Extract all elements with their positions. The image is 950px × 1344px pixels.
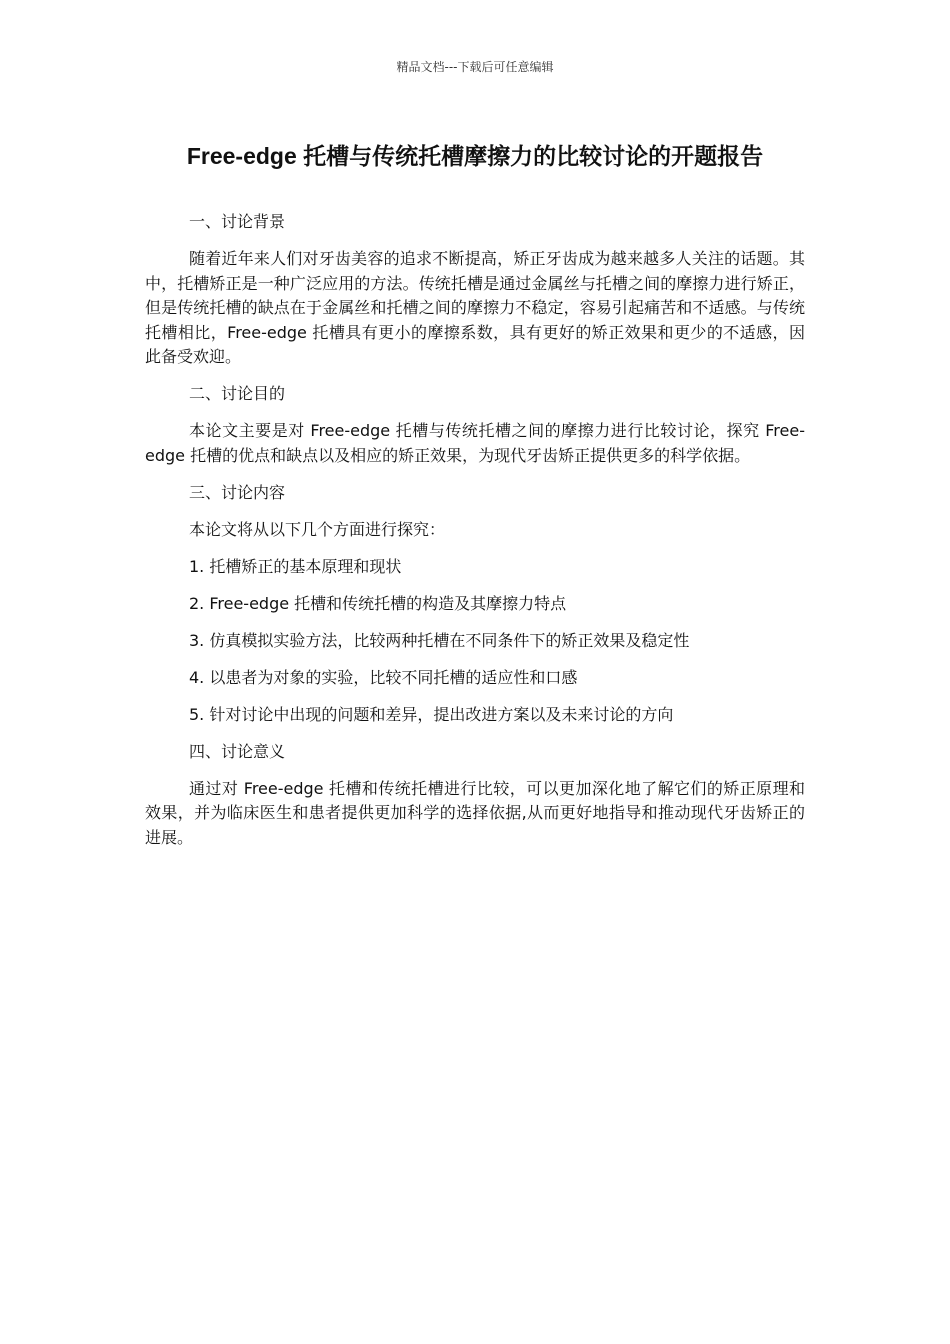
section-heading-purpose: 二、讨论目的 (189, 384, 286, 403)
section-heading-background: 一、讨论背景 (189, 212, 286, 231)
list-item: 5. 针对讨论中出现的问题和差异，提出改进方案以及未来讨论的方向 (189, 704, 674, 724)
paragraph-significance: 通过对 Free-edge 托槽和传统托槽进行比较，可以更加深化地了解它们的矫正原理和效果，并为临床医生和患者提供更加科学的选择依据,从而更好地指导和推动现代牙齿矫正的进展。 (145, 778, 805, 847)
section-heading-significance: 四、讨论意义 (189, 741, 286, 761)
paragraph-content-intro: 本论文将从以下几个方面进行探究： (189, 519, 446, 539)
document-title: Free-edge 托槽与传统托槽摩擦力的比较讨论的开题报告 (186, 143, 764, 169)
paragraph-purpose: 本论文主要是对 Free-edge 托槽与传统托槽之间的摩擦力进行比较讨论，探究 Free-edge 托槽的优点和缺点以及相应的矫正效果，为现代牙齿矫正提供更多的科学依据。 (145, 421, 805, 465)
page-header: 精品文档---下载后可任意编辑 (396, 60, 554, 74)
list-item: 2. Free-edge 托槽和传统托槽的构造及其摩擦力特点 (189, 593, 567, 613)
list-item: 1. 托槽矫正的基本原理和现状 (189, 556, 402, 576)
document-body (145, 210, 805, 863)
paragraph-background: 随着近年来人们对牙齿美容的追求不断提高，矫正牙齿成为越来越多人关注的话题。其中，托槽矫正是一种广泛应用的方法。传统托槽是通过金属丝与托槽之间的摩擦力进行矫正，但是传统托槽的缺点在于金属丝和托槽之间的摩擦力不稳定，容易引起痛苦和不适感。与传统托槽相比，Free-edge 托槽具有更小的摩擦系数，具有更好的矫正效果和更少的不适感，因此备受欢迎。 (145, 249, 805, 366)
section-heading-content: 三、讨论内容 (189, 482, 286, 502)
list-item: 3. 仿真模拟实验方法，比较两种托槽在不同条件下的矫正效果及稳定性 (189, 630, 690, 650)
list-item: 4. 以患者为对象的实验，比较不同托槽的适应性和口感 (189, 667, 578, 687)
